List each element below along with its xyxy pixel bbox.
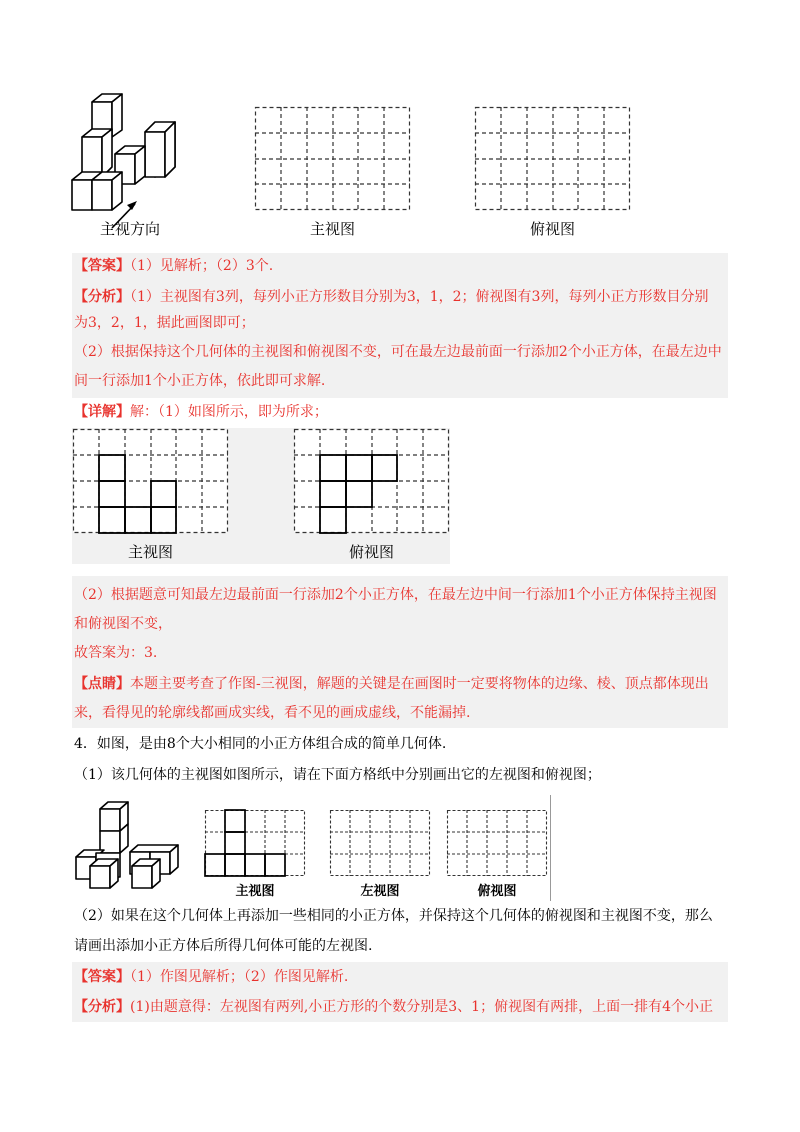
cube-solid-figure-q4 <box>72 800 187 892</box>
analysis-line-4: 间一行添加1个小正方体，依此即可求解. <box>74 373 326 389</box>
question-4-part1: （1）该几何体的主视图如图所示，请在下面方格纸中分别画出它的左视图和俯视图； <box>74 767 601 783</box>
q4-caption-front: 主视图 <box>235 884 275 899</box>
question-4-part2-line2: 请画出添加小正方体后所得几何体可能的左视图. <box>74 938 373 954</box>
q4-answer-tag: 【答案】 <box>74 969 130 985</box>
detail-caption-front: 主视图 <box>127 543 173 561</box>
q4-caption-top: 俯视图 <box>477 884 517 899</box>
detail-line-3: 和俯视图不变， <box>74 616 172 632</box>
caption-direction: 主视方向 <box>99 220 160 238</box>
q4-caption-left: 左视图 <box>360 884 400 899</box>
grid-top-blank-q3 <box>475 107 630 210</box>
caption-top-view: 俯视图 <box>529 220 575 238</box>
q4-analysis-line: 【分析】(1)由题意得：左视图有两列,小正方形的个数分别是3、1；俯视图有两排，上面一排有4个小正 <box>74 999 714 1015</box>
caption-front-view: 主视图 <box>309 220 355 238</box>
analysis-tag: 【分析】 <box>74 289 130 305</box>
grid-front-answer-q3 <box>73 429 228 533</box>
q4-answer-line: 【答案】（1）作图见解析；（2）作图见解析. <box>74 969 349 985</box>
grid-left-q4 <box>330 810 430 876</box>
q4-analysis-tag: 【分析】 <box>74 999 130 1015</box>
analysis-line-1: 【分析】（1）主视图有3列，每列小正方形数目分别为3，1，2；俯视图有3列，每列小正方形数目分别 <box>74 289 709 305</box>
grid-top-answer-q3 <box>294 429 449 533</box>
analysis-line-2: 为3，2，1，据此画图即可； <box>74 315 255 331</box>
detail-line-4: 故答案为：3. <box>74 645 158 661</box>
comment-line-1: 【点睛】本题主要考查了作图-三视图，解题的关键是在画图时一定要将物体的边缘、棱、顶点都体现出 <box>74 676 709 692</box>
comment-tag: 【点睛】 <box>74 676 130 692</box>
answer-tag: 【答案】 <box>74 258 130 274</box>
question-4-part2-line1: （2）如果在这个几何体上再添加一些相同的小正方体，并保持这个几何体的俯视图和主视图不变，那么 <box>74 908 713 924</box>
detail-line-2: （2）根据题意可知最左边最前面一行添加2个小正方体，在最左边中间一行添加1个小正方体保持主视图 <box>74 587 717 603</box>
analysis-line-3: （2）根据保持这个几何体的主视图和俯视图不变，可在最左边最前面一行添加2个小正方体，在最左边中 <box>74 344 722 360</box>
question-4-stem: 4．如图，是由8个大小相同的小正方体组合成的简单几何体. <box>74 736 447 752</box>
grid-front-blank-q3 <box>255 107 410 210</box>
detail-line-1: 【详解】解：（1）如图所示，即为所求； <box>74 404 328 420</box>
detail-tag: 【详解】 <box>74 404 130 420</box>
grid-front-q4 <box>205 810 305 876</box>
cube-solid-figure-q3 <box>60 92 190 232</box>
grid-top-q4 <box>447 810 547 876</box>
detail-caption-top: 俯视图 <box>348 543 394 561</box>
comment-line-2: 来，看得见的轮廓线都画成实线，看不见的画成虚线，不能漏掉. <box>74 705 471 721</box>
answer-line-q3: 【答案】（1）见解析；（2）3个. <box>74 258 274 274</box>
